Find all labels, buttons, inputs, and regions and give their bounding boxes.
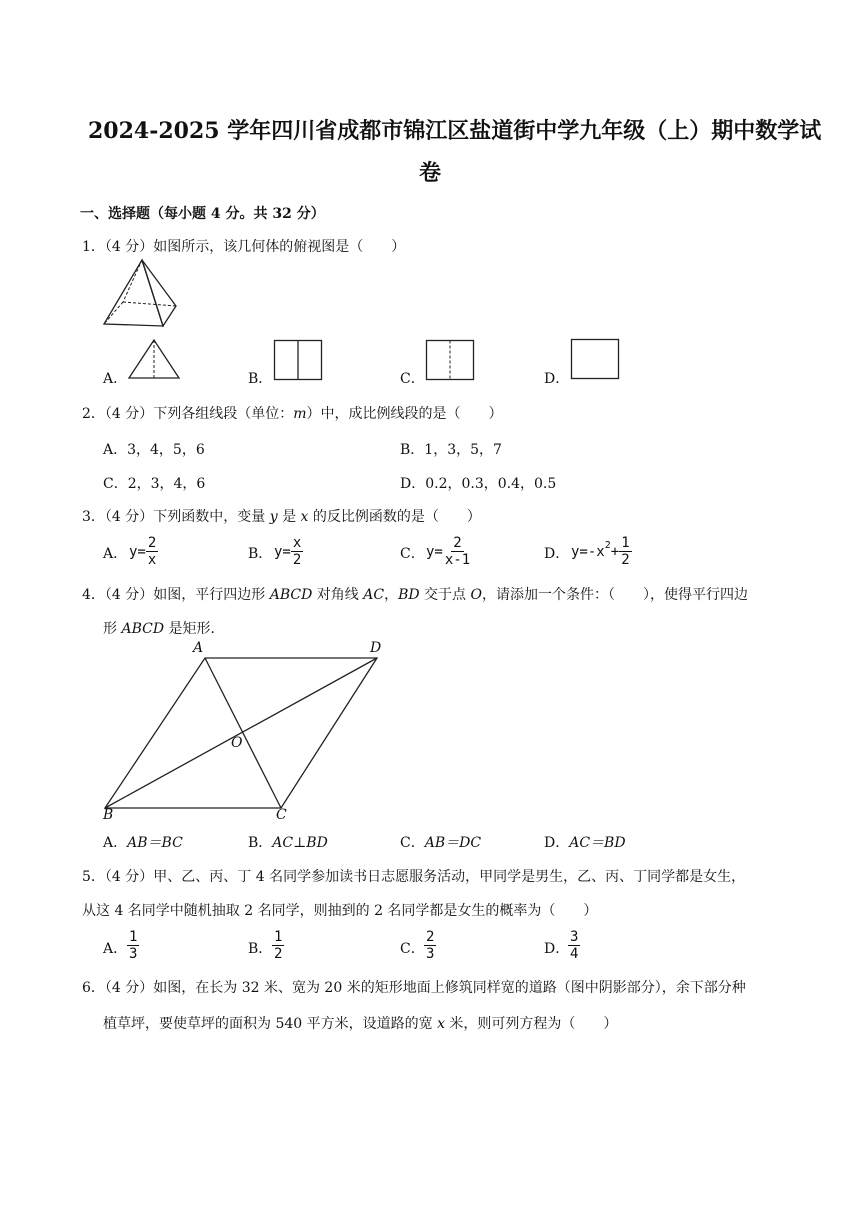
q4-c-label: C．: [400, 835, 425, 851]
q5-c-num: 2: [426, 929, 435, 945]
question-6-stem: 6．（4 分）如图，在长为 32 米、宽为 20 米的矩形地面上修筑同样宽的道路（图中阴影部分），余下部分种: [82, 980, 746, 996]
q4-option-a: [103, 832, 183, 852]
q3-a-num: 2: [147, 535, 157, 551]
q5-b-num: 1: [274, 929, 283, 945]
q5-b-den: 2: [274, 946, 283, 962]
section-heading: 一、选择题（每小题 4 分。共 32 分）: [80, 206, 325, 222]
q2-option-b: B．1，3，5，7: [400, 442, 502, 458]
q3-stem-pre: 3．（4 分）下列函数中，变量: [82, 509, 270, 525]
question-5-stem: 5．（4 分）甲、乙、丙、丁 4 名同学参加读书日志愿服务活动，甲同学是男生，乙、丙、丁同学都是女生，: [82, 869, 746, 885]
q4-b-label: B．: [248, 835, 273, 851]
q3-a-den: x: [147, 552, 157, 568]
q4-stem-pre: 4．（4 分）如图，平行四边形: [82, 587, 270, 603]
q4-line2-pre: 形: [103, 621, 122, 637]
q3-option-d-label: D．: [544, 546, 570, 562]
q2-stem-pre: 2．（4 分）下列各组线段（单位：: [82, 406, 294, 422]
q6-line2-post: 米，则可列方程为（ ）: [444, 1016, 618, 1032]
q4-bd: BD: [398, 587, 420, 603]
q5-c-den: 3: [426, 946, 435, 962]
q3-b-num: x: [292, 535, 302, 551]
q3-option-b-label: B．: [248, 546, 273, 562]
q4-stem-mid2: 交于点: [419, 587, 471, 603]
q4-vertex-b: B: [103, 807, 114, 823]
q1-option-d-label: D．: [544, 371, 570, 387]
q4-center-o: O: [231, 735, 243, 751]
question-1-stem: 1．（4 分）如图所示，该几何体的俯视图是（ ）: [82, 239, 406, 255]
q4-stem-mid1: 对角线: [312, 587, 364, 603]
q5-option-a-label: A．: [103, 941, 128, 957]
q5-d-num: 3: [570, 929, 579, 945]
q4-vertex-d: D: [370, 640, 382, 656]
q4-d-text: AC＝BD: [569, 835, 626, 851]
q4-ac: AC: [363, 587, 385, 603]
q6-var-x: x: [437, 1016, 445, 1032]
q5-option-c-fraction: [424, 929, 436, 962]
q4-option-b: [248, 832, 328, 852]
q4-o: O: [470, 587, 482, 603]
q3-c-lhs: y=: [426, 543, 443, 560]
q1-option-b-label: B．: [248, 371, 273, 387]
q2-option-d: D．0.2，0.3，0.4，0.5: [400, 476, 557, 492]
q3-b-den: 2: [292, 552, 302, 568]
page-title-continued: 卷: [419, 160, 442, 186]
q4-a-label: A．: [103, 835, 128, 851]
q5-a-den: 3: [129, 946, 138, 962]
q3-d-exponent: 2: [604, 540, 611, 551]
q3-stem-mid: 是: [277, 509, 301, 525]
q5-a-num: 1: [129, 929, 138, 945]
q1-option-c-label: C．: [400, 371, 425, 387]
q5-option-b-label: B．: [248, 941, 273, 957]
q2-option-c: C．2，3，4，6: [103, 476, 206, 492]
q3-c-num: 2: [453, 535, 462, 551]
q5-d-den: 4: [570, 946, 579, 962]
q5-option-b-fraction: [272, 929, 284, 962]
q4-line2-abcd: ABCD: [121, 621, 165, 637]
q4-abcd: ABCD: [269, 587, 313, 603]
q4-a-text: AB＝BC: [127, 835, 183, 851]
q3-option-c-label: C．: [400, 546, 425, 562]
q2-option-a: A．3，4，5，6: [103, 442, 205, 458]
q3-var-x: x: [300, 509, 309, 525]
q3-var-y: y: [269, 509, 278, 525]
page-title: 2024-2025 学年四川省成都市锦江区盐道街中学九年级（上）期中数学试: [88, 118, 822, 144]
q6-line2-pre: 植草坪，要使草坪的面积为 540 平方米，设道路的宽: [103, 1016, 438, 1032]
q5-option-d-fraction: [568, 929, 580, 962]
q3-d-lhs: y=-x: [571, 543, 605, 560]
q3-b-lhs: y=: [274, 543, 291, 560]
q1-option-a-label: A．: [103, 371, 128, 387]
q4-c-text: AB＝DC: [424, 835, 482, 851]
q2-unit: m: [293, 406, 307, 422]
q5-option-a-fraction: [127, 929, 139, 962]
question-6-stem-line2: [103, 1013, 617, 1033]
q3-a-lhs: y=: [129, 543, 146, 560]
q3-c-den: x-1: [444, 552, 471, 568]
q4-comma: ，: [384, 587, 399, 603]
q3-stem-post: 的反比例函数的是（ ）: [308, 509, 481, 525]
q4-option-d: [544, 832, 626, 852]
q4-stem-post: ，请添加一个条件：（ ），使得平行四边: [481, 587, 748, 603]
q3-option-a-label: A．: [103, 546, 128, 562]
q4-b-text: AC⊥BD: [272, 835, 328, 851]
q4-line2-post: 是矩形．: [164, 621, 225, 637]
q4-vertex-c: C: [276, 807, 287, 823]
q4-vertex-a: A: [193, 640, 204, 656]
question-5-stem-line2: 从这 4 名同学中随机抽取 2 名同学，则抽到的 2 名同学都是女生的概率为（ ）: [82, 903, 598, 919]
q4-option-c: [400, 832, 481, 852]
q3-d-plus: +: [610, 543, 620, 560]
q4-d-label: D．: [544, 835, 570, 851]
q5-option-c-label: C．: [400, 941, 425, 957]
q2-stem-post: ）中，成比例线段的是（ ）: [306, 406, 503, 422]
q3-d-den: 2: [621, 552, 630, 568]
q3-d-num: 1: [621, 535, 630, 551]
q5-option-d-label: D．: [544, 941, 570, 957]
